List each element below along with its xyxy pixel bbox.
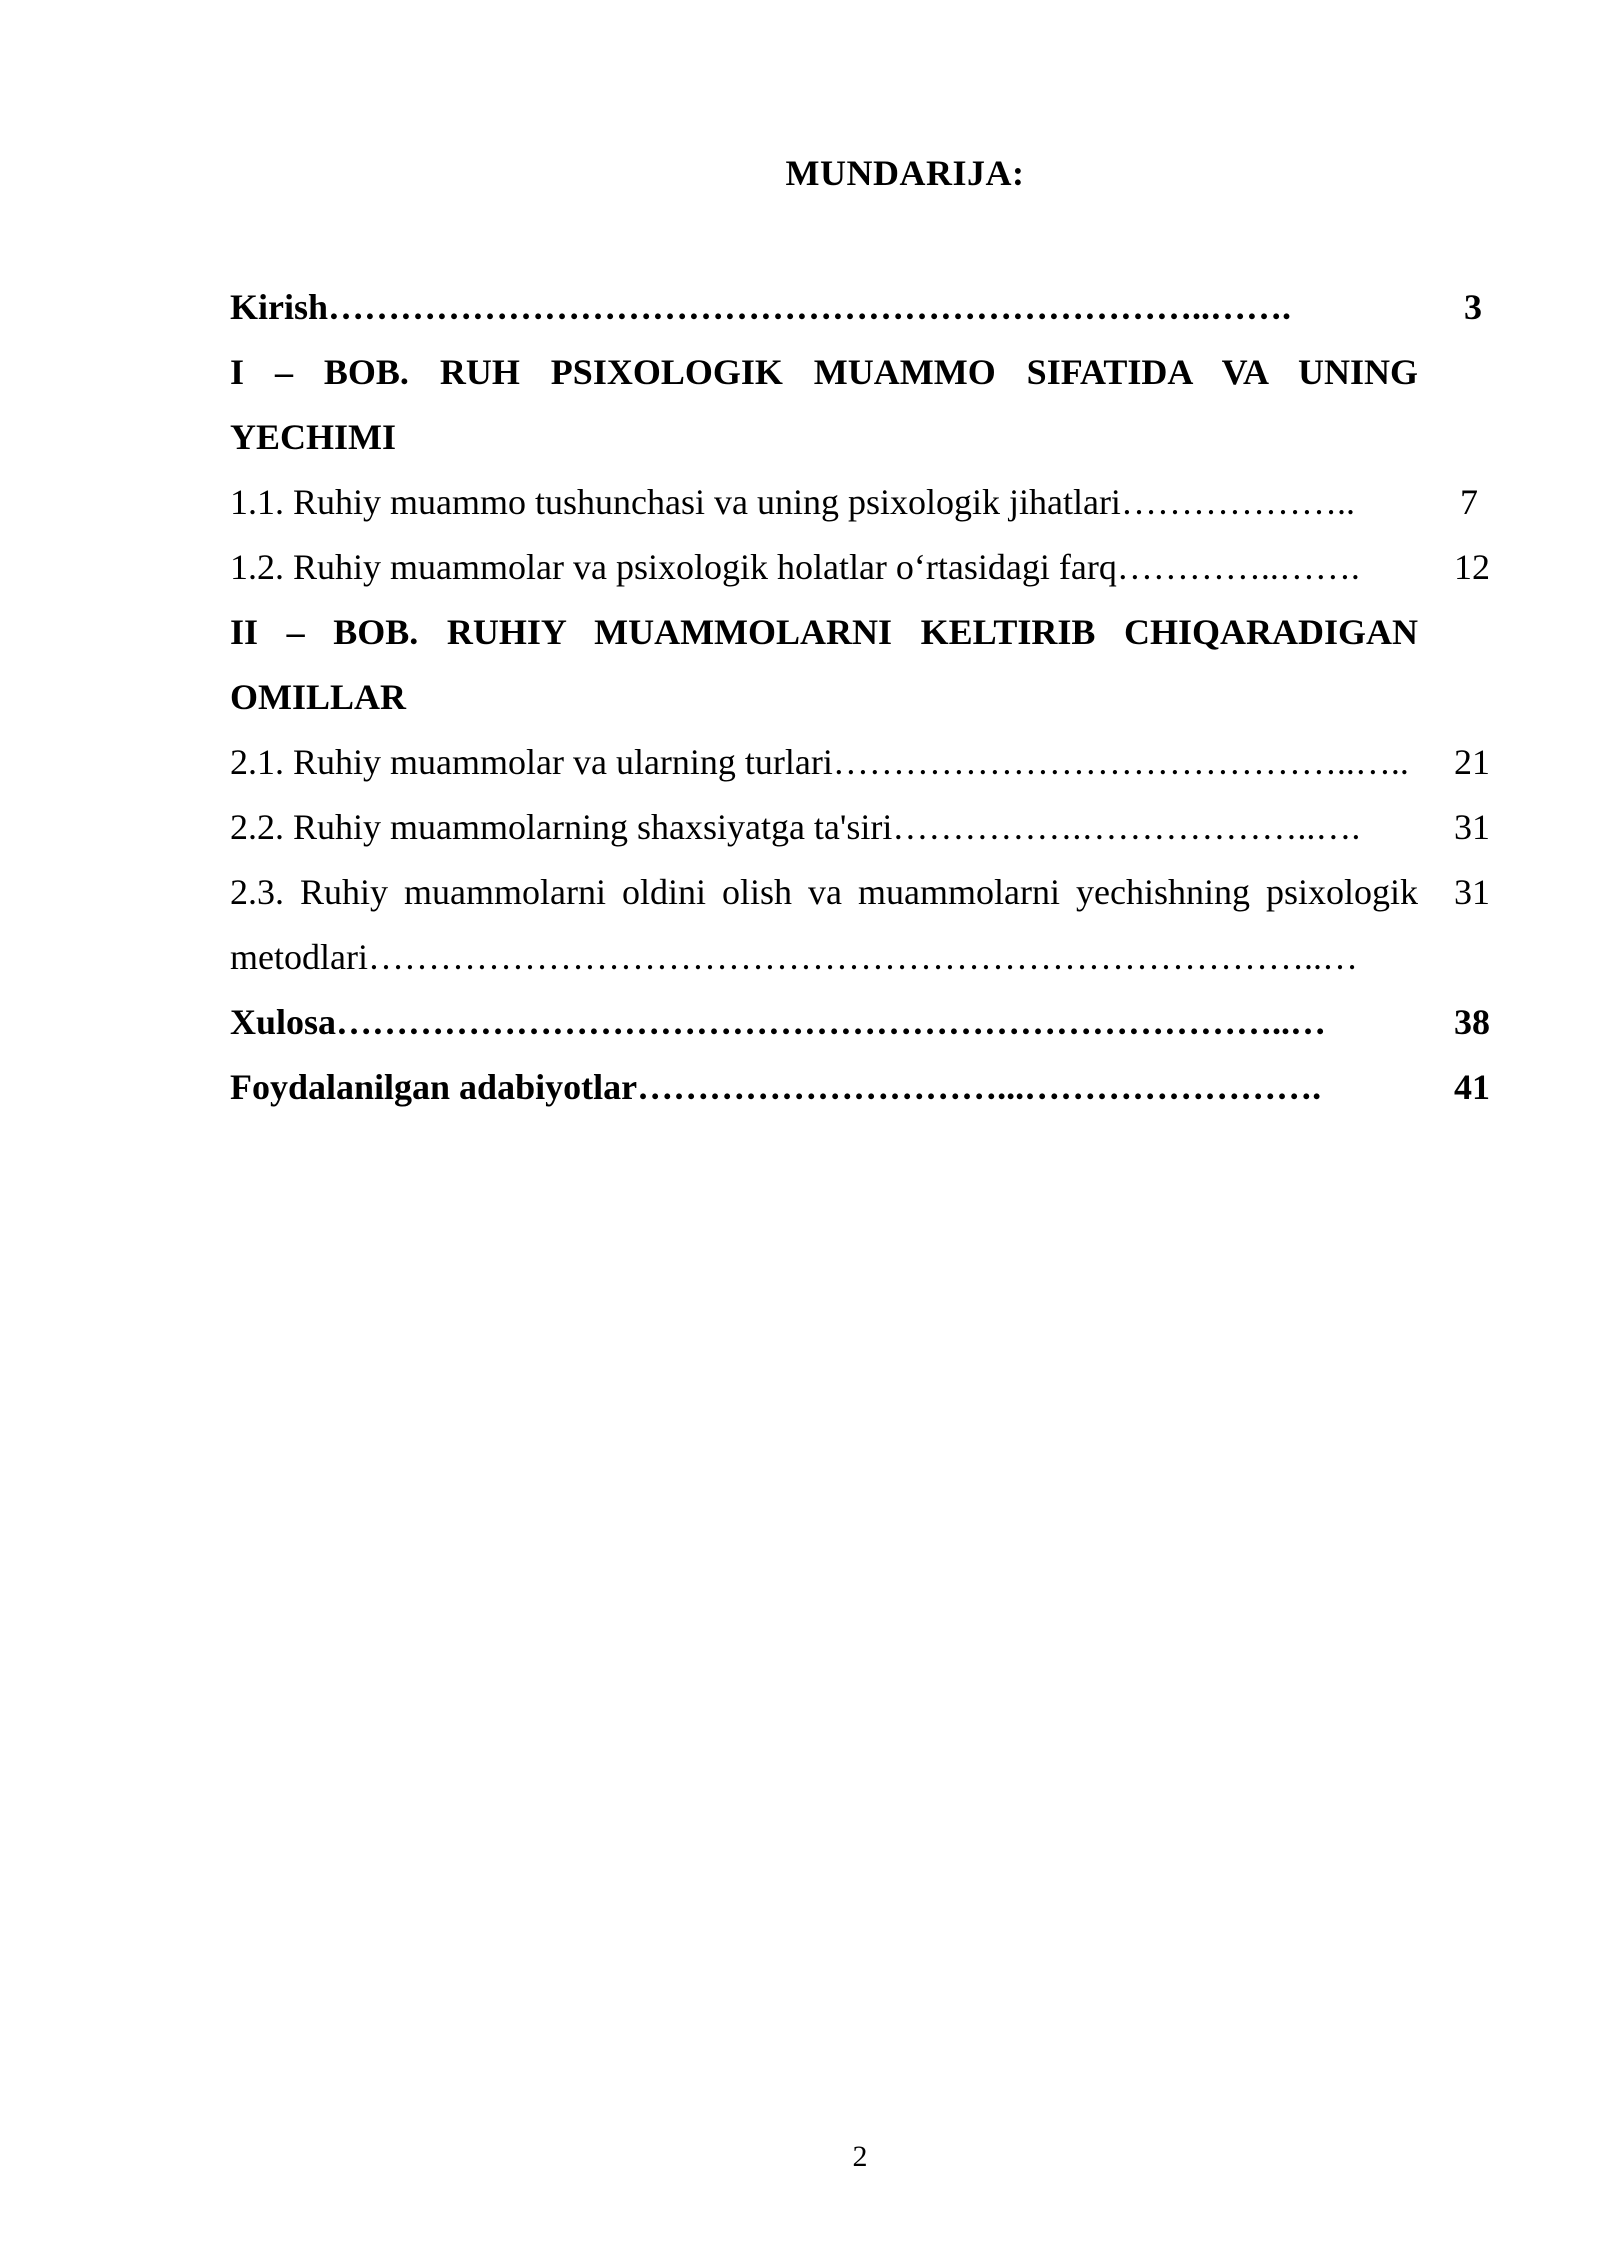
table-of-contents [230,275,1490,1120]
toc-entry-label: 2.3. Ruhiy muammolarni oldini olish va muammolarni yechishning psixologik [230,872,1418,912]
toc-entry-label: Foydalanilgan adabiyotlar [230,1067,638,1107]
toc-dot-leader: ……………………………………………………………………..… [367,937,1358,977]
toc-entry-chapter-1-continued [230,405,1490,470]
toc-dot-leader: ……………….. [1120,482,1355,522]
toc-entry-xulosa[interactable] [230,990,1490,1055]
toc-entry-label: 1.1. Ruhiy muammo tushunchasi va uning psixologik jihatlari [230,482,1121,522]
toc-dot-leader: …………….………………..…. [892,807,1361,847]
toc-entry-label: 2.2. Ruhiy muammolarning shaxsiyatga ta'siri [230,807,893,847]
toc-entry-chapter-2-continued [230,665,1490,730]
toc-chapter-title: I – BOB. RUH PSIXOLOGIK MUAMMO SIFATIDA VA UNING [230,352,1418,392]
toc-page-number: 41 [1454,1067,1490,1107]
toc-chapter-title-continued: YECHIMI [230,417,397,457]
toc-entry-adabiyotlar[interactable] [230,1055,1490,1120]
toc-entry-2-2[interactable] [230,795,1490,860]
toc-entry-chapter-1[interactable] [230,340,1490,405]
toc-dot-leader: ……………………………………..….. [832,742,1409,782]
toc-entry-chapter-2[interactable] [230,600,1490,665]
toc-entry-1-2[interactable] [230,535,1490,600]
toc-dot-leader: …………..……. [1116,547,1360,587]
toc-entry-label: 2.1. Ruhiy muammolar va ularning turlari [230,742,833,782]
toc-entry-label: 1.2. Ruhiy muammolar va psixologik holatlar o‘rtasidagi farq [230,547,1117,587]
toc-page-number: 21 [1454,742,1490,782]
toc-page-number: 31 [1454,872,1490,912]
toc-entry-2-1[interactable] [230,730,1490,795]
toc-page-number: 3 [1464,287,1482,327]
toc-dot-leader: ……………………………………………………………………..… [336,1002,1327,1042]
toc-chapter-title: II – BOB. RUHIY MUAMMOLARNI KELTIRIB CHIQARADIGAN [230,612,1418,652]
toc-entry-kirish[interactable] [230,275,1490,340]
toc-dot-leader: ………………………………………………………………..……. [328,287,1292,327]
toc-page-number: 12 [1454,547,1490,587]
toc-entry-label-continued: metodlari [230,937,368,977]
toc-page-number: 7 [1460,482,1478,522]
toc-page-number: 38 [1454,1002,1490,1042]
toc-entry-label: Xulosa [230,1002,337,1042]
toc-dot-leader: …………………………...……………………. [637,1067,1322,1107]
toc-entry-2-3-continued [230,925,1490,990]
toc-chapter-title-continued: OMILLAR [230,677,407,717]
page-number: 2 [852,2140,868,2173]
toc-entry-1-1[interactable] [230,470,1490,535]
toc-entry-2-3[interactable] [230,860,1490,925]
page-title: MUNDARIJA: [785,153,1025,193]
toc-entry-label: Kirish [230,287,329,327]
toc-page-number: 31 [1454,807,1490,847]
